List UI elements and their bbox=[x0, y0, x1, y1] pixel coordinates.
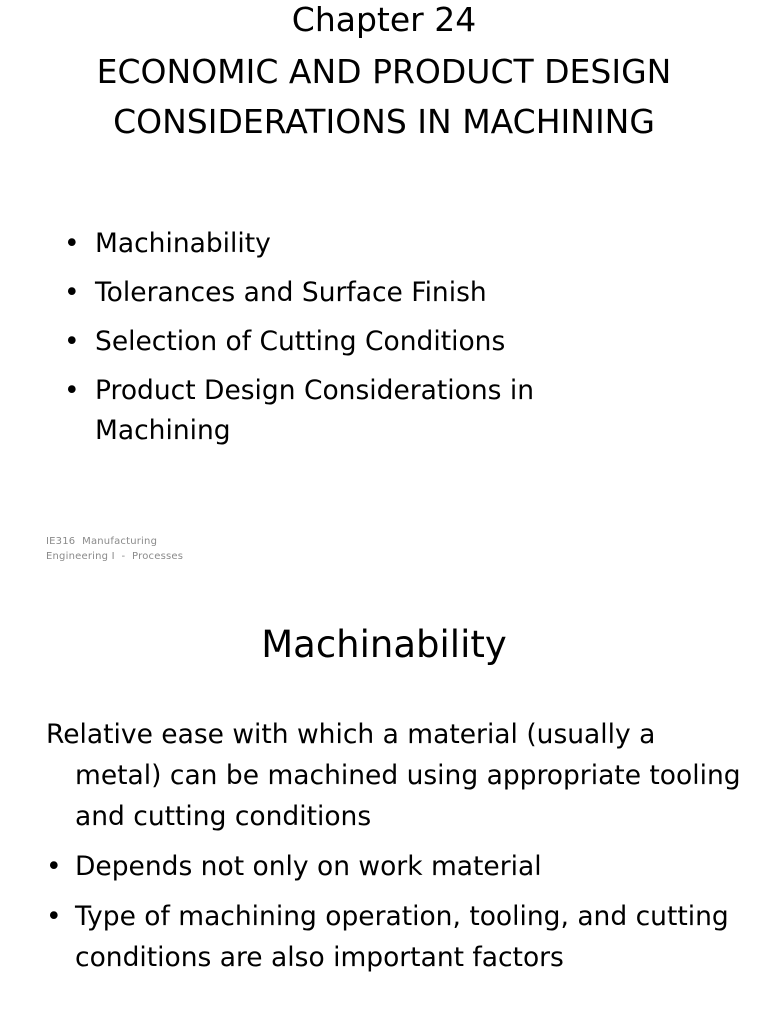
bullet-text: Depends not only on work material bbox=[75, 851, 542, 882]
topic-text: Tolerances and Surface Finish bbox=[95, 277, 487, 308]
bullet-text: Type of machining operation, tooling, and cutting conditions are also important factors bbox=[75, 901, 729, 973]
topic-item bbox=[64, 371, 624, 451]
topic-item bbox=[64, 273, 624, 313]
bullet-icon: • bbox=[46, 901, 62, 932]
slide-footer bbox=[46, 534, 183, 564]
slide-title: Machinability bbox=[261, 623, 507, 666]
footer-line: IE316 Manufacturing bbox=[46, 536, 158, 547]
body-bullet bbox=[46, 846, 746, 887]
topic-text: Selection of Cutting Conditions bbox=[95, 326, 506, 357]
bullet-icon: • bbox=[64, 326, 80, 357]
topic-text: Machinability bbox=[95, 228, 271, 259]
bullet-icon: • bbox=[64, 375, 80, 406]
bullet-icon: • bbox=[64, 228, 80, 259]
topic-item bbox=[64, 224, 624, 264]
slide-title-line-2: CONSIDERATIONS IN MACHINING bbox=[113, 102, 655, 141]
bullet-icon: • bbox=[64, 277, 80, 308]
slide-2 bbox=[0, 580, 768, 1024]
body-bullet bbox=[46, 896, 746, 978]
definition-paragraph: Relative ease with which a material (usually a metal) can be machined using appropriate tooling and cutting conditions bbox=[46, 719, 741, 832]
bullet-icon: • bbox=[46, 851, 62, 882]
slide-body bbox=[46, 714, 746, 987]
chapter-heading: Chapter 24 bbox=[291, 0, 477, 39]
slide-title-line-1: ECONOMIC AND PRODUCT DESIGN bbox=[96, 52, 672, 91]
topic-item bbox=[64, 322, 624, 362]
footer-line: Engineering I - Processes bbox=[46, 551, 184, 562]
topic-text: Product Design Considerations in Machining bbox=[95, 375, 535, 446]
topic-list bbox=[64, 224, 624, 460]
